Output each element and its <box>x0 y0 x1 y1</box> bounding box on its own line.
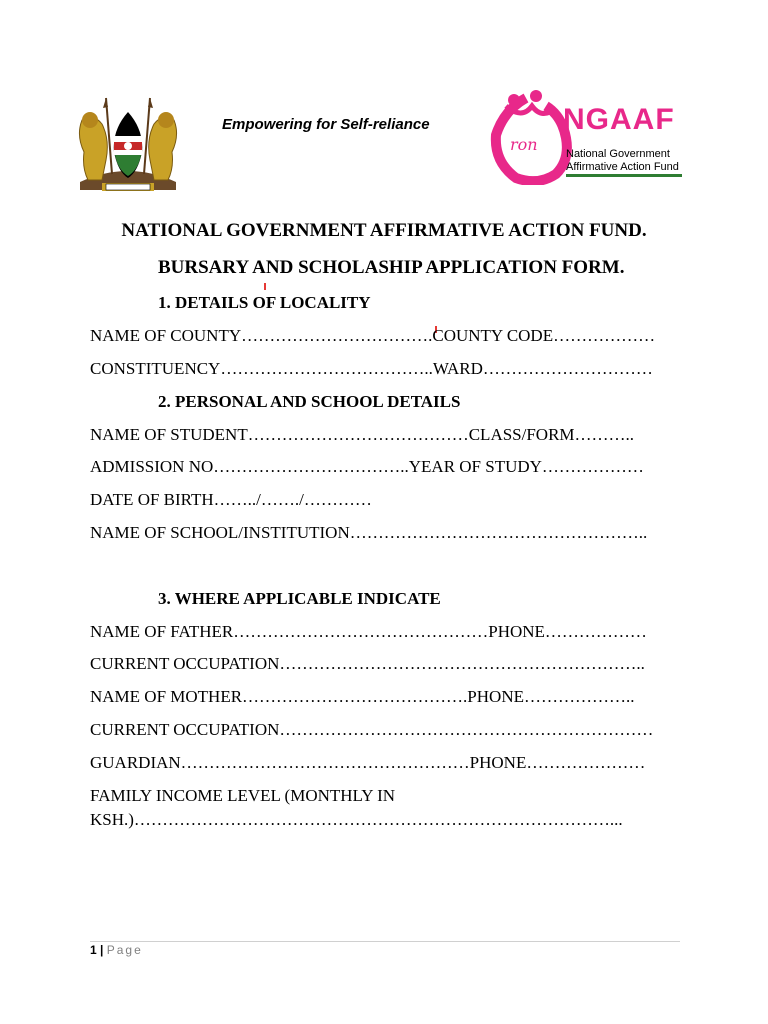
field-guardian[interactable]: GUARDIAN……………………………………………PHONE………………… <box>90 753 646 772</box>
field-county[interactable]: NAME OF COUNTY…………………………….COUNTY CODE……………… <box>90 326 656 345</box>
tagline: Empowering for Self-reliance <box>222 116 430 133</box>
kenya-coat-of-arms-logo <box>72 90 184 198</box>
section-heading-locality: 1. DETAILS OF LOCALITY <box>158 293 371 312</box>
document-title: NATIONAL GOVERNMENT AFFIRMATIVE ACTION FUND. <box>121 220 647 241</box>
ngaaf-underline <box>566 174 682 177</box>
footer-divider <box>90 941 680 942</box>
field-school[interactable]: NAME OF SCHOOL/INSTITUTION…………………………………………….. <box>90 523 648 542</box>
field-mother[interactable]: NAME OF MOTHER………………………………….PHONE……………….. <box>90 687 635 706</box>
ngaaf-subtitle-line2: Affirmative Action Fund <box>566 161 679 173</box>
footer-separator: | <box>96 943 107 957</box>
ngaaf-wordmark: NGAAF <box>563 103 675 136</box>
field-mother-occupation[interactable]: CURRENT OCCUPATION………………………………………………………… <box>90 720 654 739</box>
red-mark <box>264 283 266 290</box>
field-income-label: FAMILY INCOME LEVEL (MONTHLY IN <box>90 786 396 805</box>
field-dob[interactable]: DATE OF BIRTH……../……./………… <box>90 490 372 509</box>
page-number: 1 <box>90 943 97 957</box>
field-income[interactable]: KSH.)…………………………………………………………………………... <box>90 810 623 829</box>
field-constituency[interactable]: CONSTITUENCY………………………………..WARD………………………… <box>90 359 653 378</box>
page-footer <box>90 943 143 957</box>
field-father-occupation[interactable]: CURRENT OCCUPATION……………………………………………………….. <box>90 654 645 673</box>
section-heading-personal: 2. PERSONAL AND SCHOOL DETAILS <box>158 392 461 411</box>
form-title: BURSARY AND SCHOLASHIP APPLICATION FORM. <box>158 257 625 278</box>
section-heading-applicable: 3. WHERE APPLICABLE INDICATE <box>158 589 441 608</box>
ngaaf-subtitle-line1: National Government <box>566 148 670 160</box>
page-label: Page <box>106 943 143 957</box>
field-father[interactable]: NAME OF FATHER………………………………………PHONE……………… <box>90 622 647 641</box>
svg-text:ron: ron <box>510 135 538 154</box>
field-admission[interactable]: ADMISSION NO……………………………..YEAR OF STUDY……………… <box>90 457 644 476</box>
field-student[interactable]: NAME OF STUDENT…………………………………CLASS/FORM……….. <box>90 425 635 444</box>
